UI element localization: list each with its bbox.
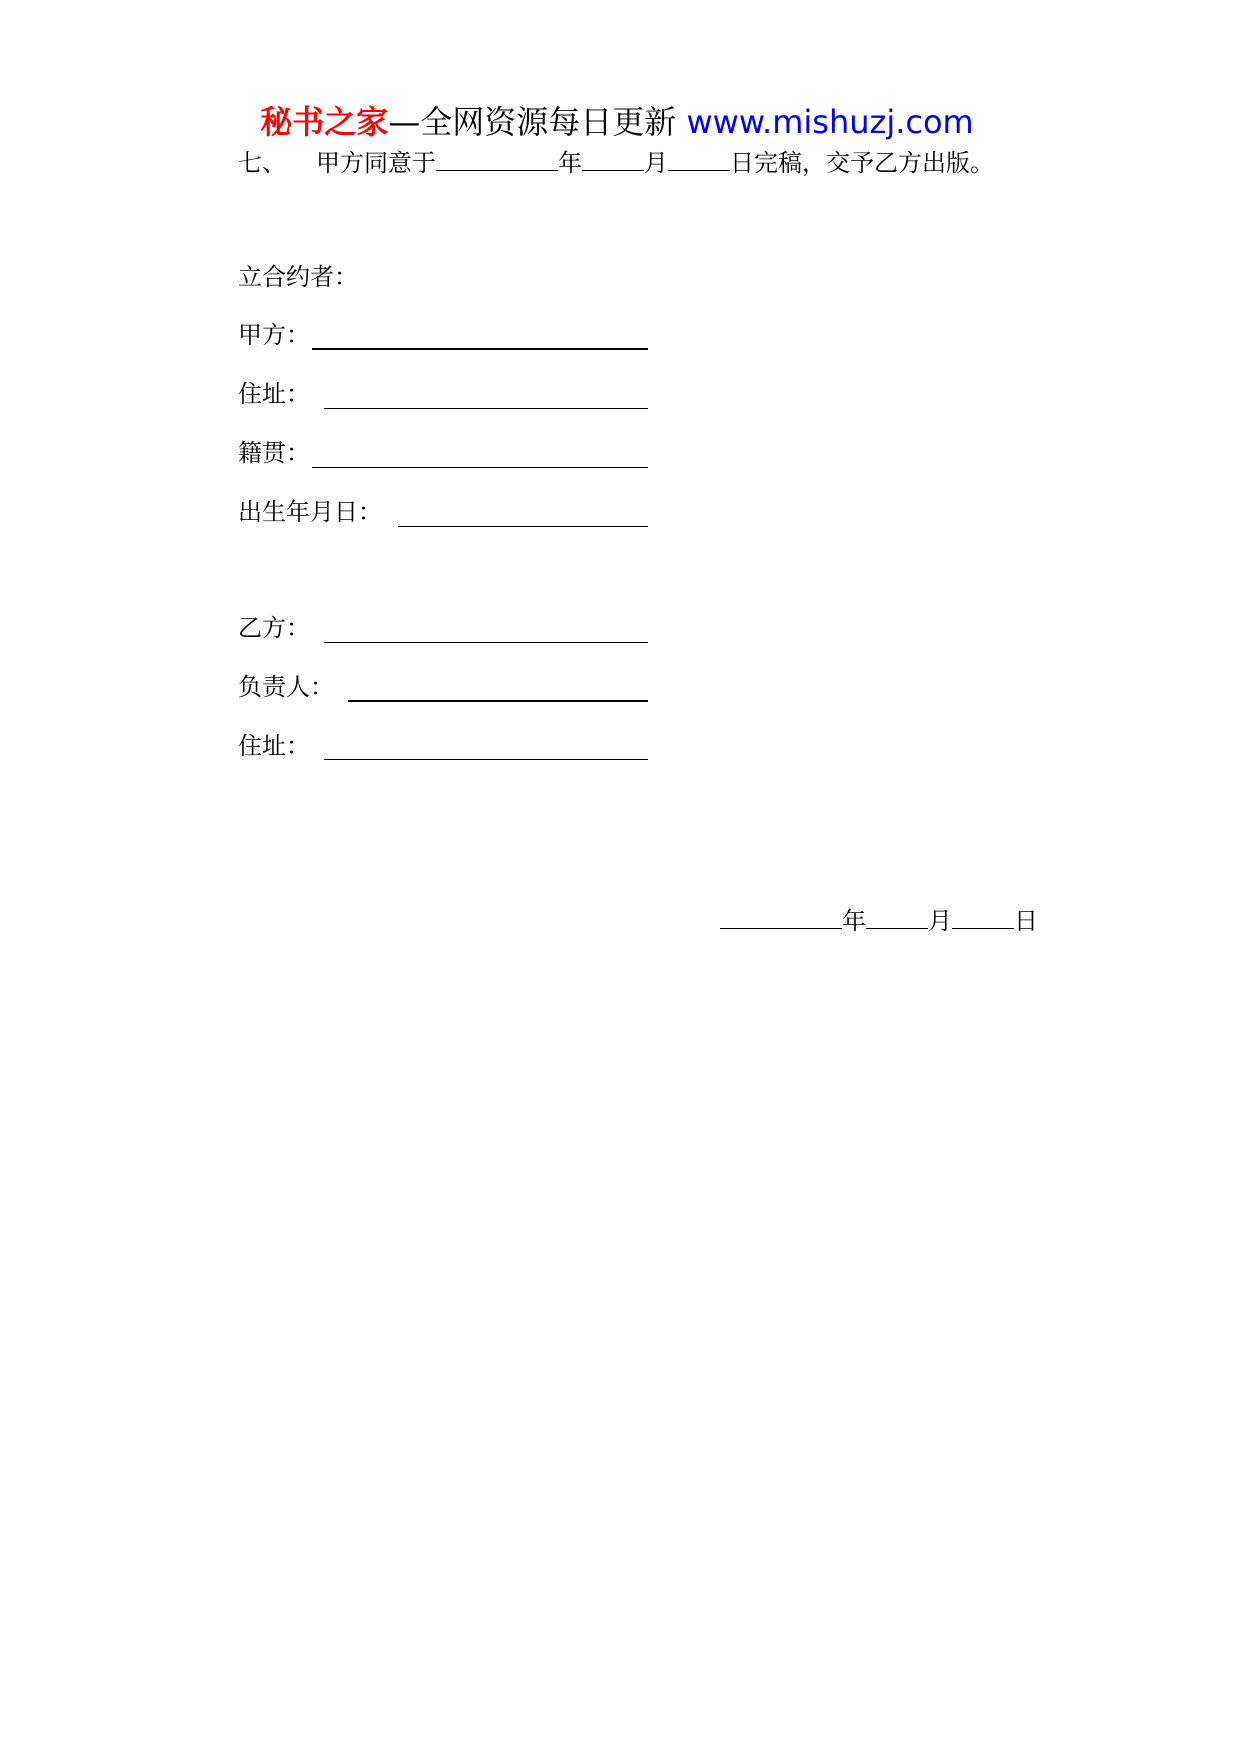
- party-a-address-field[interactable]: [324, 408, 648, 409]
- party-a-birth-date-field[interactable]: [398, 526, 648, 527]
- signing-day-label: 日: [1014, 907, 1038, 935]
- party-a-address-label: 住址：: [238, 380, 310, 408]
- brand-name: 秘书之家: [260, 103, 389, 141]
- document-header: [0, 102, 1234, 142]
- party-b-label: 乙方：: [238, 614, 310, 642]
- year-label: 年: [558, 149, 582, 177]
- signatories-heading: 立合约者：: [238, 263, 358, 291]
- clause-number: 七、: [238, 149, 286, 177]
- month-blank[interactable]: [582, 148, 644, 171]
- signing-month-blank[interactable]: [866, 906, 928, 929]
- party-a-native-place-field[interactable]: [312, 467, 648, 468]
- signing-year-label: 年: [842, 907, 866, 935]
- party-a-native-place-label: 籍贯：: [238, 439, 310, 467]
- signing-date: [720, 906, 1038, 936]
- signing-year-blank[interactable]: [720, 906, 842, 929]
- year-blank[interactable]: [436, 148, 558, 171]
- signing-month-label: 月: [928, 907, 952, 935]
- party-b-person-in-charge-label: 负责人：: [238, 673, 334, 701]
- party-b-address-field[interactable]: [324, 759, 648, 760]
- party-a-birth-date-label: 出生年月日：: [238, 498, 382, 526]
- day-blank[interactable]: [668, 148, 730, 171]
- clause-7: [238, 148, 994, 178]
- party-b-person-in-charge-field[interactable]: [348, 700, 648, 702]
- party-b-address-label: 住址：: [238, 732, 310, 760]
- clause-text-before: 甲方同意于: [316, 149, 436, 177]
- clause-text-after: 日完稿，交予乙方出版。: [730, 149, 994, 177]
- signing-day-blank[interactable]: [952, 906, 1014, 929]
- header-website: www.mishuzj.com: [686, 103, 974, 141]
- party-b-field[interactable]: [324, 642, 648, 643]
- header-slogan: —全网资源每日更新: [388, 103, 677, 141]
- party-a-field[interactable]: [312, 348, 648, 350]
- month-label: 月: [644, 149, 668, 177]
- party-a-label: 甲方：: [238, 321, 310, 349]
